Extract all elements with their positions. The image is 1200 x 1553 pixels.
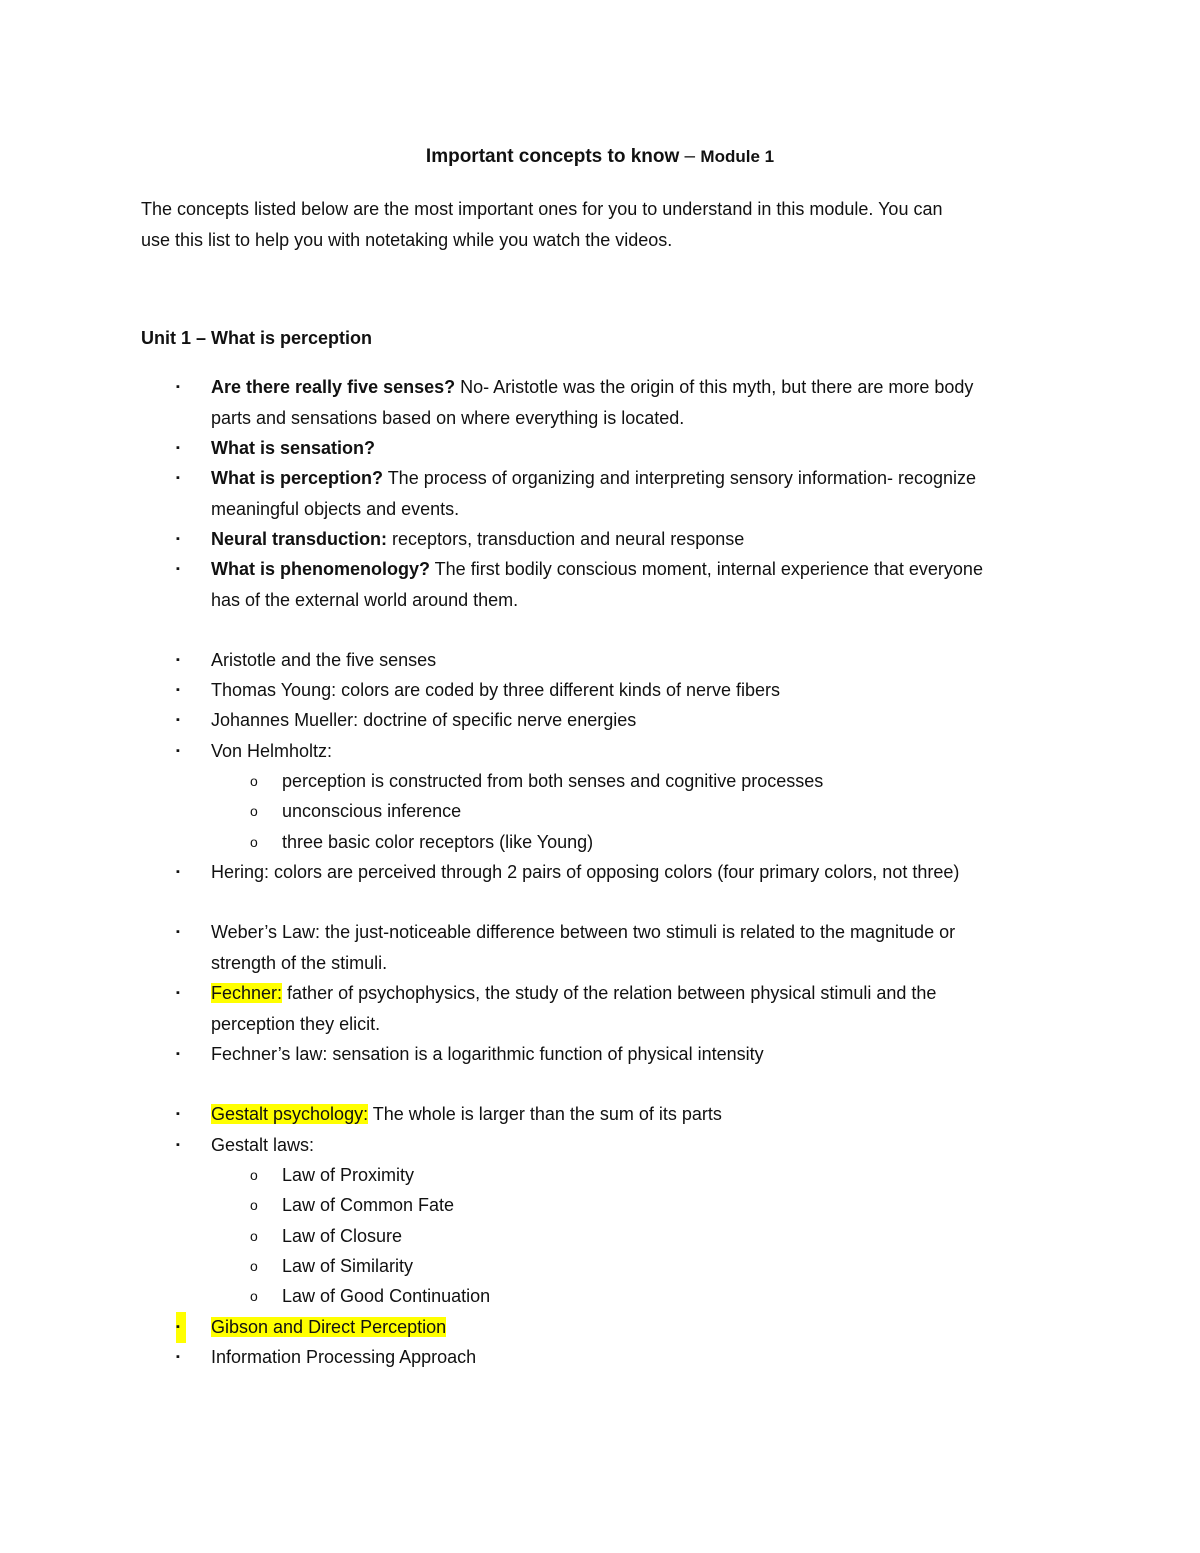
sub-bullet-marker: o bbox=[250, 1288, 258, 1304]
term-phenomenology: What is phenomenology? bbox=[211, 559, 430, 579]
text-weber-2: strength of the stimuli. bbox=[211, 952, 388, 973]
sub-item-gestalt-law: Law of Common Fate bbox=[282, 1195, 455, 1215]
list-item-sensation bbox=[211, 433, 1061, 464]
list-item-mueller: Johannes Mueller: doctrine of specific nerve energies bbox=[211, 710, 637, 730]
text-phenomenology-2: has of the external world around them. bbox=[211, 589, 519, 610]
sub-bullet-marker: o bbox=[250, 1258, 258, 1274]
term-sensation: What is sensation? bbox=[211, 438, 376, 458]
list-item-weber bbox=[211, 917, 1061, 978]
list-item-information-processing: Information Processing Approach bbox=[211, 1347, 477, 1367]
term-five-senses: Are there really five senses? bbox=[211, 377, 456, 397]
list-item-young: Thomas Young: colors are coded by three different kinds of nerve fibers bbox=[211, 680, 781, 700]
bullet-marker: ▪ bbox=[176, 381, 180, 393]
list-item-phenomenology bbox=[211, 554, 1061, 615]
sub-bullet-marker: o bbox=[250, 773, 258, 789]
list-item-hering: Hering: colors are perceived through 2 pairs of opposing colors (four primary colors, not three) bbox=[211, 862, 960, 882]
term-neural-transduction: Neural transduction: bbox=[211, 529, 388, 549]
bullet-marker-highlighted: ▪ bbox=[176, 1312, 186, 1343]
text-fechner-2: perception they elicit. bbox=[211, 1013, 381, 1034]
text-gibson-highlighted: Gibson and Direct Perception bbox=[211, 1317, 447, 1337]
list-item-fechner-law: Fechner’s law: sensation is a logarithmic function of physical intensity bbox=[211, 1044, 764, 1064]
text-fechner-1: father of psychophysics, the study of the relation between physical stimuli and the bbox=[282, 983, 937, 1003]
list-item-five-senses bbox=[211, 372, 1061, 433]
text-phenomenology-1: The first bodily conscious moment, internal experience that everyone bbox=[430, 559, 983, 579]
sub-bullet-marker: o bbox=[250, 1228, 258, 1244]
list-item-perception bbox=[211, 463, 1061, 524]
sub-item-helmholtz: unconscious inference bbox=[282, 801, 462, 821]
unit-heading: Unit 1 – What is perception bbox=[141, 328, 373, 348]
bullet-marker: ▪ bbox=[176, 472, 180, 484]
sub-item-gestalt-law: Law of Closure bbox=[282, 1226, 403, 1246]
intro-paragraph bbox=[141, 194, 1061, 255]
sub-bullet-marker: o bbox=[250, 834, 258, 850]
text-gestalt: The whole is larger than the sum of its parts bbox=[368, 1104, 722, 1124]
title-module: Module 1 bbox=[700, 147, 775, 166]
bullet-marker: ▪ bbox=[176, 533, 180, 545]
bullet-marker: ▪ bbox=[176, 654, 180, 666]
bullet-marker: ▪ bbox=[176, 1351, 180, 1363]
list-item-gibson bbox=[211, 1312, 1061, 1343]
text-weber-1: Weber’s Law: the just-noticeable difference between two stimuli is related to the magnitude or bbox=[211, 922, 956, 942]
title-dash: – bbox=[679, 146, 701, 167]
bullet-marker: ▪ bbox=[176, 1108, 180, 1120]
text-perception-1: The process of organizing and interpreting sensory information- recognize bbox=[383, 468, 977, 488]
sub-item-helmholtz: perception is constructed from both senses and cognitive processes bbox=[282, 771, 824, 791]
sub-bullet-marker: o bbox=[250, 1197, 258, 1213]
text-neural-transduction: receptors, transduction and neural response bbox=[387, 529, 745, 549]
term-perception: What is perception? bbox=[211, 468, 384, 488]
list-item-gestalt-psychology bbox=[211, 1099, 1061, 1130]
bullet-marker: ▪ bbox=[176, 987, 180, 999]
list-item-neural-transduction bbox=[211, 524, 1061, 555]
text-five-senses-2: parts and sensations based on where everything is located. bbox=[211, 407, 685, 428]
sub-item-gestalt-law: Law of Good Continuation bbox=[282, 1286, 491, 1306]
bullet-marker: ▪ bbox=[176, 714, 180, 726]
sub-item-helmholtz: three basic color receptors (like Young) bbox=[282, 832, 594, 852]
bullet-marker: ▪ bbox=[176, 1139, 180, 1151]
intro-line-2: use this list to help you with notetaking while you watch the videos. bbox=[141, 229, 673, 250]
bullet-marker: ▪ bbox=[176, 745, 180, 757]
sub-bullet-marker: o bbox=[250, 1167, 258, 1183]
sub-bullet-marker: o bbox=[250, 803, 258, 819]
bullet-marker: ▪ bbox=[176, 866, 180, 878]
list-item-aristotle: Aristotle and the five senses bbox=[211, 650, 437, 670]
bullet-marker: ▪ bbox=[176, 1048, 180, 1060]
intro-line-1: The concepts listed below are the most important ones for you to understand in this module. You can bbox=[141, 199, 943, 219]
sub-item-gestalt-law: Law of Similarity bbox=[282, 1256, 414, 1276]
text-five-senses-1: No- Aristotle was the origin of this myth, but there are more body bbox=[455, 377, 974, 397]
bullet-marker: ▪ bbox=[176, 926, 180, 938]
page-title bbox=[0, 142, 1200, 172]
list-item-helmholtz: Von Helmholtz: bbox=[211, 741, 333, 761]
bullet-marker: ▪ bbox=[176, 442, 180, 454]
term-fechner-highlighted: Fechner: bbox=[211, 983, 283, 1003]
text-perception-2: meaningful objects and events. bbox=[211, 498, 460, 519]
term-gestalt-highlighted: Gestalt psychology: bbox=[211, 1104, 369, 1124]
bullet-marker: ▪ bbox=[176, 684, 180, 696]
bullet-marker: ▪ bbox=[176, 563, 180, 575]
title-main: Important concepts to know bbox=[425, 146, 680, 167]
sub-item-gestalt-law: Law of Proximity bbox=[282, 1165, 415, 1185]
list-item-gestalt-laws: Gestalt laws: bbox=[211, 1135, 315, 1155]
list-item-fechner bbox=[211, 978, 1061, 1039]
